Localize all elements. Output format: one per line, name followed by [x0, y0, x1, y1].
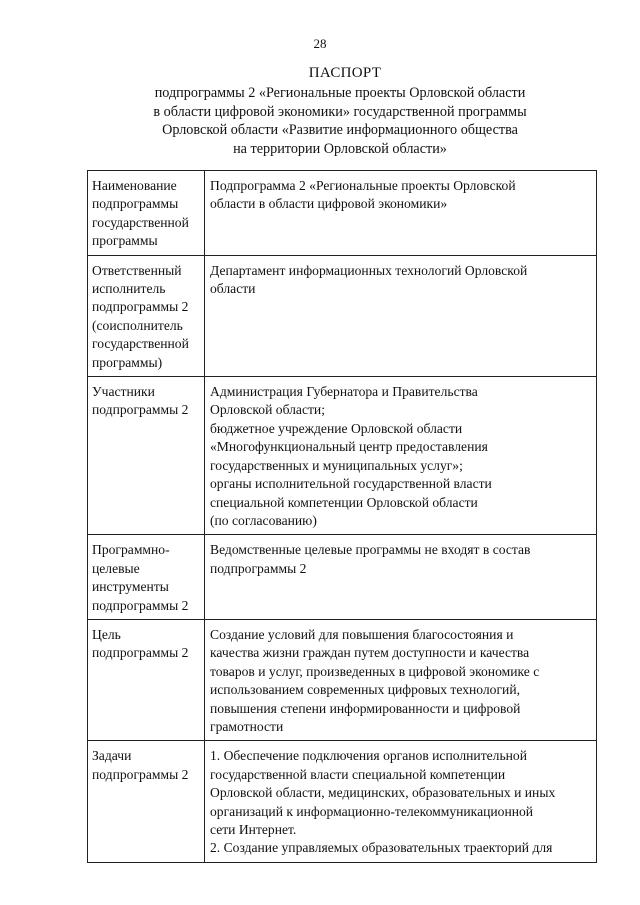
row-value-line: области в области цифровой экономики» [210, 196, 448, 212]
row-label [88, 377, 205, 535]
passport-row [88, 171, 597, 256]
row-value-line: бюджетное учреждение Орловской области [210, 420, 463, 436]
passport-row [88, 377, 597, 535]
row-label-line: Участники [92, 384, 155, 400]
row-value-line: Ведомственные целевые программы не входят в состав [210, 542, 531, 558]
row-value-line: Орловской области, медицинских, образовательных и иных [210, 785, 556, 801]
row-label-line: государственной [92, 336, 189, 352]
document-title: ПАСПОРТ [308, 65, 382, 81]
row-value-line: подпрограммы 2 [210, 560, 307, 576]
row-label-line: Программно- [92, 542, 170, 558]
row-value-line: специальной компетенции Орловской области [210, 494, 478, 510]
row-value-line: государственной власти специальной компетенции [210, 766, 506, 782]
row-label [88, 741, 205, 862]
row-label [88, 171, 205, 256]
row-value-line: сети Интернет. [210, 822, 297, 837]
row-value [205, 535, 597, 620]
row-value-line: «Многофункциональный центр предоставления [210, 439, 488, 455]
row-label-line: программы) [92, 354, 163, 370]
row-label-line: (соисполнитель [92, 317, 183, 333]
row-value-line: грамотности [210, 718, 284, 734]
document-subtitle [100, 84, 580, 158]
passport-table-body [88, 171, 597, 863]
row-label [88, 619, 205, 740]
row-value-line: товаров и услуг, произведенных в цифровой экономике с [210, 663, 540, 679]
row-value-line: (по согласованию) [210, 512, 317, 528]
row-value-line: организаций к информационно-телекоммуникационной [210, 803, 534, 819]
row-value [205, 741, 597, 862]
row-value-line: органы исполнительной государственной власти [210, 476, 492, 492]
row-value-line: повышения степени информированности и цифровой [210, 700, 521, 716]
row-value [205, 255, 597, 376]
row-label-line: Ответственный [92, 262, 182, 278]
row-label-line: подпрограммы 2 [92, 645, 189, 661]
row-label-line: подпрограммы [92, 196, 179, 212]
subtitle-line: в области цифровой экономики» государственной программы [153, 103, 527, 120]
row-label-line: программы [92, 233, 158, 249]
passport-row [88, 255, 597, 376]
row-label-line: государственной [92, 214, 189, 230]
subtitle-line: на территории Орловской области» [233, 140, 447, 157]
passport-table [87, 170, 597, 863]
row-label-line: Задачи [92, 748, 132, 764]
row-label-line: инструменты [92, 579, 169, 595]
row-value-line: Подпрограмма 2 «Региональные проекты Орловской [210, 178, 516, 193]
passport-row [88, 741, 597, 862]
row-label-line: Цель [92, 626, 121, 642]
passport-row [88, 535, 597, 620]
page-number: 28 [313, 36, 327, 51]
subtitle-line: Орловской области «Развитие информационного общества [162, 122, 518, 139]
row-value-line: 2. Создание управляемых образовательных траекторий для [210, 840, 553, 856]
row-label-line: целевые [92, 560, 140, 576]
subtitle-line: подпрограммы 2 «Региональные проекты Орловской области [154, 85, 526, 101]
row-value-line: Создание условий для повышения благосостояния и [210, 626, 514, 642]
row-value-line: использованием современных цифровых технологий, [210, 682, 521, 698]
row-label-line: подпрограммы 2 [92, 402, 189, 418]
row-label-line: подпрограммы 2 [92, 299, 189, 315]
row-label [88, 255, 205, 376]
row-value-line: Департамент информационных технологий Орловской [210, 262, 528, 278]
row-value [205, 619, 597, 740]
row-value [205, 171, 597, 256]
row-value-line: Администрация Губернатора и Правительства [210, 384, 478, 400]
row-label-line: Наименование [92, 178, 177, 193]
row-value-line: государственных и муниципальных услуг»; [210, 457, 463, 473]
row-label [88, 535, 205, 620]
row-value-line: качества жизни граждан путем доступности и качества [210, 645, 530, 661]
row-label-line: подпрограммы 2 [92, 597, 189, 613]
row-value-line: области [210, 281, 256, 297]
row-label-line: исполнитель [92, 281, 166, 297]
row-label-line: подпрограммы 2 [92, 766, 189, 782]
passport-row [88, 619, 597, 740]
row-value-line: Орловской области; [210, 402, 325, 418]
row-value-line: 1. Обеспечение подключения органов исполнительной [210, 748, 527, 764]
row-value [205, 377, 597, 535]
